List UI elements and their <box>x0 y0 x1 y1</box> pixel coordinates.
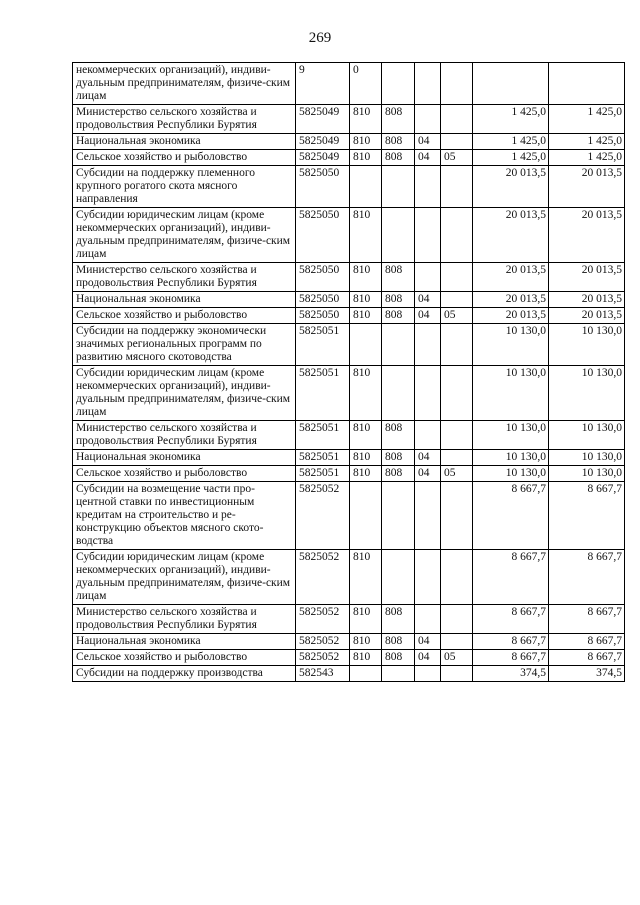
amount-total: 10 130,0 <box>549 324 625 366</box>
target-article-code: 5825051 <box>296 324 350 366</box>
amount-plan: 10 130,0 <box>473 466 549 482</box>
expense-type-code: 810 <box>350 450 382 466</box>
expense-type-code: 810 <box>350 605 382 634</box>
subsection-code: 05 <box>441 308 473 324</box>
table-row <box>73 166 625 208</box>
subsection-code <box>441 63 473 105</box>
amount-plan: 8 667,7 <box>473 482 549 550</box>
subsection-code: 05 <box>441 466 473 482</box>
expense-type-code: 810 <box>350 650 382 666</box>
section-code <box>415 605 441 634</box>
amount-total: 8 667,7 <box>549 482 625 550</box>
section-code <box>415 666 441 682</box>
expense-type-code: 810 <box>350 292 382 308</box>
page-number: 269 <box>308 30 332 46</box>
amount-plan: 20 013,5 <box>473 292 549 308</box>
section-code <box>415 324 441 366</box>
row-name: Сельское хозяйство и рыболовство <box>73 650 296 666</box>
table-row <box>73 324 625 366</box>
table-row <box>73 63 625 105</box>
row-name: Национальная экономика <box>73 134 296 150</box>
target-article-code: 5825052 <box>296 550 350 605</box>
amount-total: 10 130,0 <box>549 466 625 482</box>
amount-total: 8 667,7 <box>549 650 625 666</box>
table-row <box>73 466 625 482</box>
expense-type-code: 810 <box>350 308 382 324</box>
amount-total: 374,5 <box>549 666 625 682</box>
expense-type-code: 810 <box>350 105 382 134</box>
row-name: Министерство сельского хозяйства и продовольствия Республики Бурятия <box>73 263 296 292</box>
row-name: Национальная экономика <box>73 634 296 650</box>
administrator-code: 808 <box>382 650 415 666</box>
row-name: Сельское хозяйство и рыболовство <box>73 150 296 166</box>
budget-table <box>72 62 625 682</box>
section-code <box>415 63 441 105</box>
row-name: Субсидии на возмещение части про-центной ставки по инвестиционным кредитам на строительство и ре-конструкцию объектов мясного ското-водства <box>73 482 296 550</box>
expense-type-code: 810 <box>350 421 382 450</box>
section-code: 04 <box>415 450 441 466</box>
administrator-code <box>382 366 415 421</box>
subsection-code <box>441 134 473 150</box>
administrator-code <box>382 208 415 263</box>
amount-plan: 20 013,5 <box>473 208 549 263</box>
target-article-code: 5825050 <box>296 208 350 263</box>
amount-plan: 10 130,0 <box>473 450 549 466</box>
section-code <box>415 550 441 605</box>
section-code <box>415 421 441 450</box>
amount-total: 1 425,0 <box>549 134 625 150</box>
row-name: Министерство сельского хозяйства и продовольствия Республики Бурятия <box>73 605 296 634</box>
target-article-code: 5825049 <box>296 134 350 150</box>
row-name: Сельское хозяйство и рыболовство <box>73 308 296 324</box>
subsection-code <box>441 292 473 308</box>
subsection-code <box>441 421 473 450</box>
administrator-code <box>382 166 415 208</box>
table-row <box>73 550 625 605</box>
administrator-code: 808 <box>382 292 415 308</box>
expense-type-code <box>350 482 382 550</box>
subsection-code <box>441 634 473 650</box>
subsection-code <box>441 450 473 466</box>
target-article-code: 5825052 <box>296 605 350 634</box>
amount-plan: 8 667,7 <box>473 634 549 650</box>
section-code: 04 <box>415 134 441 150</box>
subsection-code: 05 <box>441 650 473 666</box>
row-name: Национальная экономика <box>73 292 296 308</box>
section-code <box>415 208 441 263</box>
table-row <box>73 308 625 324</box>
section-code: 04 <box>415 292 441 308</box>
target-article-code: 5825052 <box>296 634 350 650</box>
amount-total: 10 130,0 <box>549 450 625 466</box>
table-row <box>73 105 625 134</box>
amount-plan: 20 013,5 <box>473 308 549 324</box>
table-row <box>73 366 625 421</box>
target-article-code: 5825050 <box>296 308 350 324</box>
row-name: Субсидии на поддержку экономически значимых региональных программ по развитию мясного скотоводства <box>73 324 296 366</box>
subsection-code <box>441 550 473 605</box>
amount-total: 20 013,5 <box>549 166 625 208</box>
target-article-code: 5825050 <box>296 292 350 308</box>
table-row <box>73 292 625 308</box>
subsection-code <box>441 666 473 682</box>
expense-type-code: 810 <box>350 366 382 421</box>
expense-type-code: 810 <box>350 150 382 166</box>
target-article-code: 5825051 <box>296 466 350 482</box>
administrator-code: 808 <box>382 105 415 134</box>
table-row <box>73 605 625 634</box>
row-name: Субсидии на поддержку племенного крупного рогатого скота мясного направления <box>73 166 296 208</box>
subsection-code <box>441 166 473 208</box>
expense-type-code: 810 <box>350 634 382 650</box>
subsection-code <box>441 482 473 550</box>
expense-type-code <box>350 666 382 682</box>
row-name: Субсидии юридическим лицам (кроме некоммерческих организаций), индиви-дуальным предпринимателям, физиче-ским лицам <box>73 366 296 421</box>
administrator-code <box>382 63 415 105</box>
amount-plan: 8 667,7 <box>473 550 549 605</box>
amount-plan: 10 130,0 <box>473 421 549 450</box>
amount-plan <box>473 63 549 105</box>
amount-plan: 10 130,0 <box>473 324 549 366</box>
target-article-code: 5825050 <box>296 263 350 292</box>
section-code: 04 <box>415 308 441 324</box>
expense-type-code: 810 <box>350 466 382 482</box>
table-row <box>73 634 625 650</box>
section-code: 04 <box>415 650 441 666</box>
target-article-code: 5825049 <box>296 105 350 134</box>
target-article-code: 9 <box>296 63 350 105</box>
section-code: 04 <box>415 466 441 482</box>
table-row <box>73 263 625 292</box>
table-row <box>73 450 625 466</box>
expense-type-code: 810 <box>350 134 382 150</box>
administrator-code: 808 <box>382 450 415 466</box>
row-name: некоммерческих организаций), индиви-дуальным предпринимателям, физиче-ским лицам <box>73 63 296 105</box>
row-name: Субсидии юридическим лицам (кроме некоммерческих организаций), индиви-дуальным предпринимателям, физиче-ским лицам <box>73 550 296 605</box>
amount-total: 20 013,5 <box>549 208 625 263</box>
section-code <box>415 482 441 550</box>
amount-total <box>549 63 625 105</box>
subsection-code: 05 <box>441 150 473 166</box>
amount-total: 20 013,5 <box>549 263 625 292</box>
amount-total: 1 425,0 <box>549 150 625 166</box>
row-name: Субсидии юридическим лицам (кроме некоммерческих организаций), индиви-дуальным предпринимателям, физиче-ским лицам <box>73 208 296 263</box>
amount-plan: 20 013,5 <box>473 166 549 208</box>
amount-plan: 10 130,0 <box>473 366 549 421</box>
subsection-code <box>441 366 473 421</box>
table-row <box>73 650 625 666</box>
amount-total: 20 013,5 <box>549 292 625 308</box>
target-article-code: 5825049 <box>296 150 350 166</box>
target-article-code: 5825052 <box>296 482 350 550</box>
administrator-code: 808 <box>382 308 415 324</box>
administrator-code <box>382 324 415 366</box>
administrator-code: 808 <box>382 421 415 450</box>
section-code <box>415 166 441 208</box>
expense-type-code: 810 <box>350 208 382 263</box>
administrator-code <box>382 482 415 550</box>
expense-type-code: 810 <box>350 263 382 292</box>
administrator-code: 808 <box>382 150 415 166</box>
target-article-code: 5825051 <box>296 421 350 450</box>
amount-total: 10 130,0 <box>549 421 625 450</box>
administrator-code <box>382 550 415 605</box>
administrator-code: 808 <box>382 634 415 650</box>
row-name: Субсидии на поддержку производства <box>73 666 296 682</box>
amount-total: 8 667,7 <box>549 634 625 650</box>
table-row <box>73 134 625 150</box>
subsection-code <box>441 605 473 634</box>
table-row <box>73 666 625 682</box>
target-article-code: 5825052 <box>296 650 350 666</box>
amount-total: 20 013,5 <box>549 308 625 324</box>
table-row <box>73 421 625 450</box>
amount-plan: 20 013,5 <box>473 263 549 292</box>
administrator-code: 808 <box>382 605 415 634</box>
amount-plan: 8 667,7 <box>473 605 549 634</box>
amount-total: 8 667,7 <box>549 550 625 605</box>
subsection-code <box>441 105 473 134</box>
row-name: Министерство сельского хозяйства и продовольствия Республики Бурятия <box>73 421 296 450</box>
amount-plan: 1 425,0 <box>473 134 549 150</box>
expense-type-code <box>350 166 382 208</box>
section-code <box>415 263 441 292</box>
expense-type-code: 0 <box>350 63 382 105</box>
amount-total: 10 130,0 <box>549 366 625 421</box>
subsection-code <box>441 208 473 263</box>
amount-plan: 1 425,0 <box>473 150 549 166</box>
subsection-code <box>441 324 473 366</box>
amount-plan: 374,5 <box>473 666 549 682</box>
administrator-code: 808 <box>382 466 415 482</box>
row-name: Национальная экономика <box>73 450 296 466</box>
table-row <box>73 208 625 263</box>
target-article-code: 582543 <box>296 666 350 682</box>
target-article-code: 5825051 <box>296 366 350 421</box>
table-row <box>73 482 625 550</box>
amount-plan: 1 425,0 <box>473 105 549 134</box>
budget-table-body <box>73 63 625 682</box>
table-row <box>73 150 625 166</box>
target-article-code: 5825051 <box>296 450 350 466</box>
amount-plan: 8 667,7 <box>473 650 549 666</box>
expense-type-code: 810 <box>350 550 382 605</box>
expense-type-code <box>350 324 382 366</box>
section-code <box>415 105 441 134</box>
administrator-code: 808 <box>382 263 415 292</box>
section-code <box>415 366 441 421</box>
subsection-code <box>441 263 473 292</box>
administrator-code: 808 <box>382 134 415 150</box>
section-code: 04 <box>415 150 441 166</box>
section-code: 04 <box>415 634 441 650</box>
administrator-code <box>382 666 415 682</box>
amount-total: 1 425,0 <box>549 105 625 134</box>
amount-total: 8 667,7 <box>549 605 625 634</box>
row-name: Сельское хозяйство и рыболовство <box>73 466 296 482</box>
row-name: Министерство сельского хозяйства и продовольствия Республики Бурятия <box>73 105 296 134</box>
target-article-code: 5825050 <box>296 166 350 208</box>
